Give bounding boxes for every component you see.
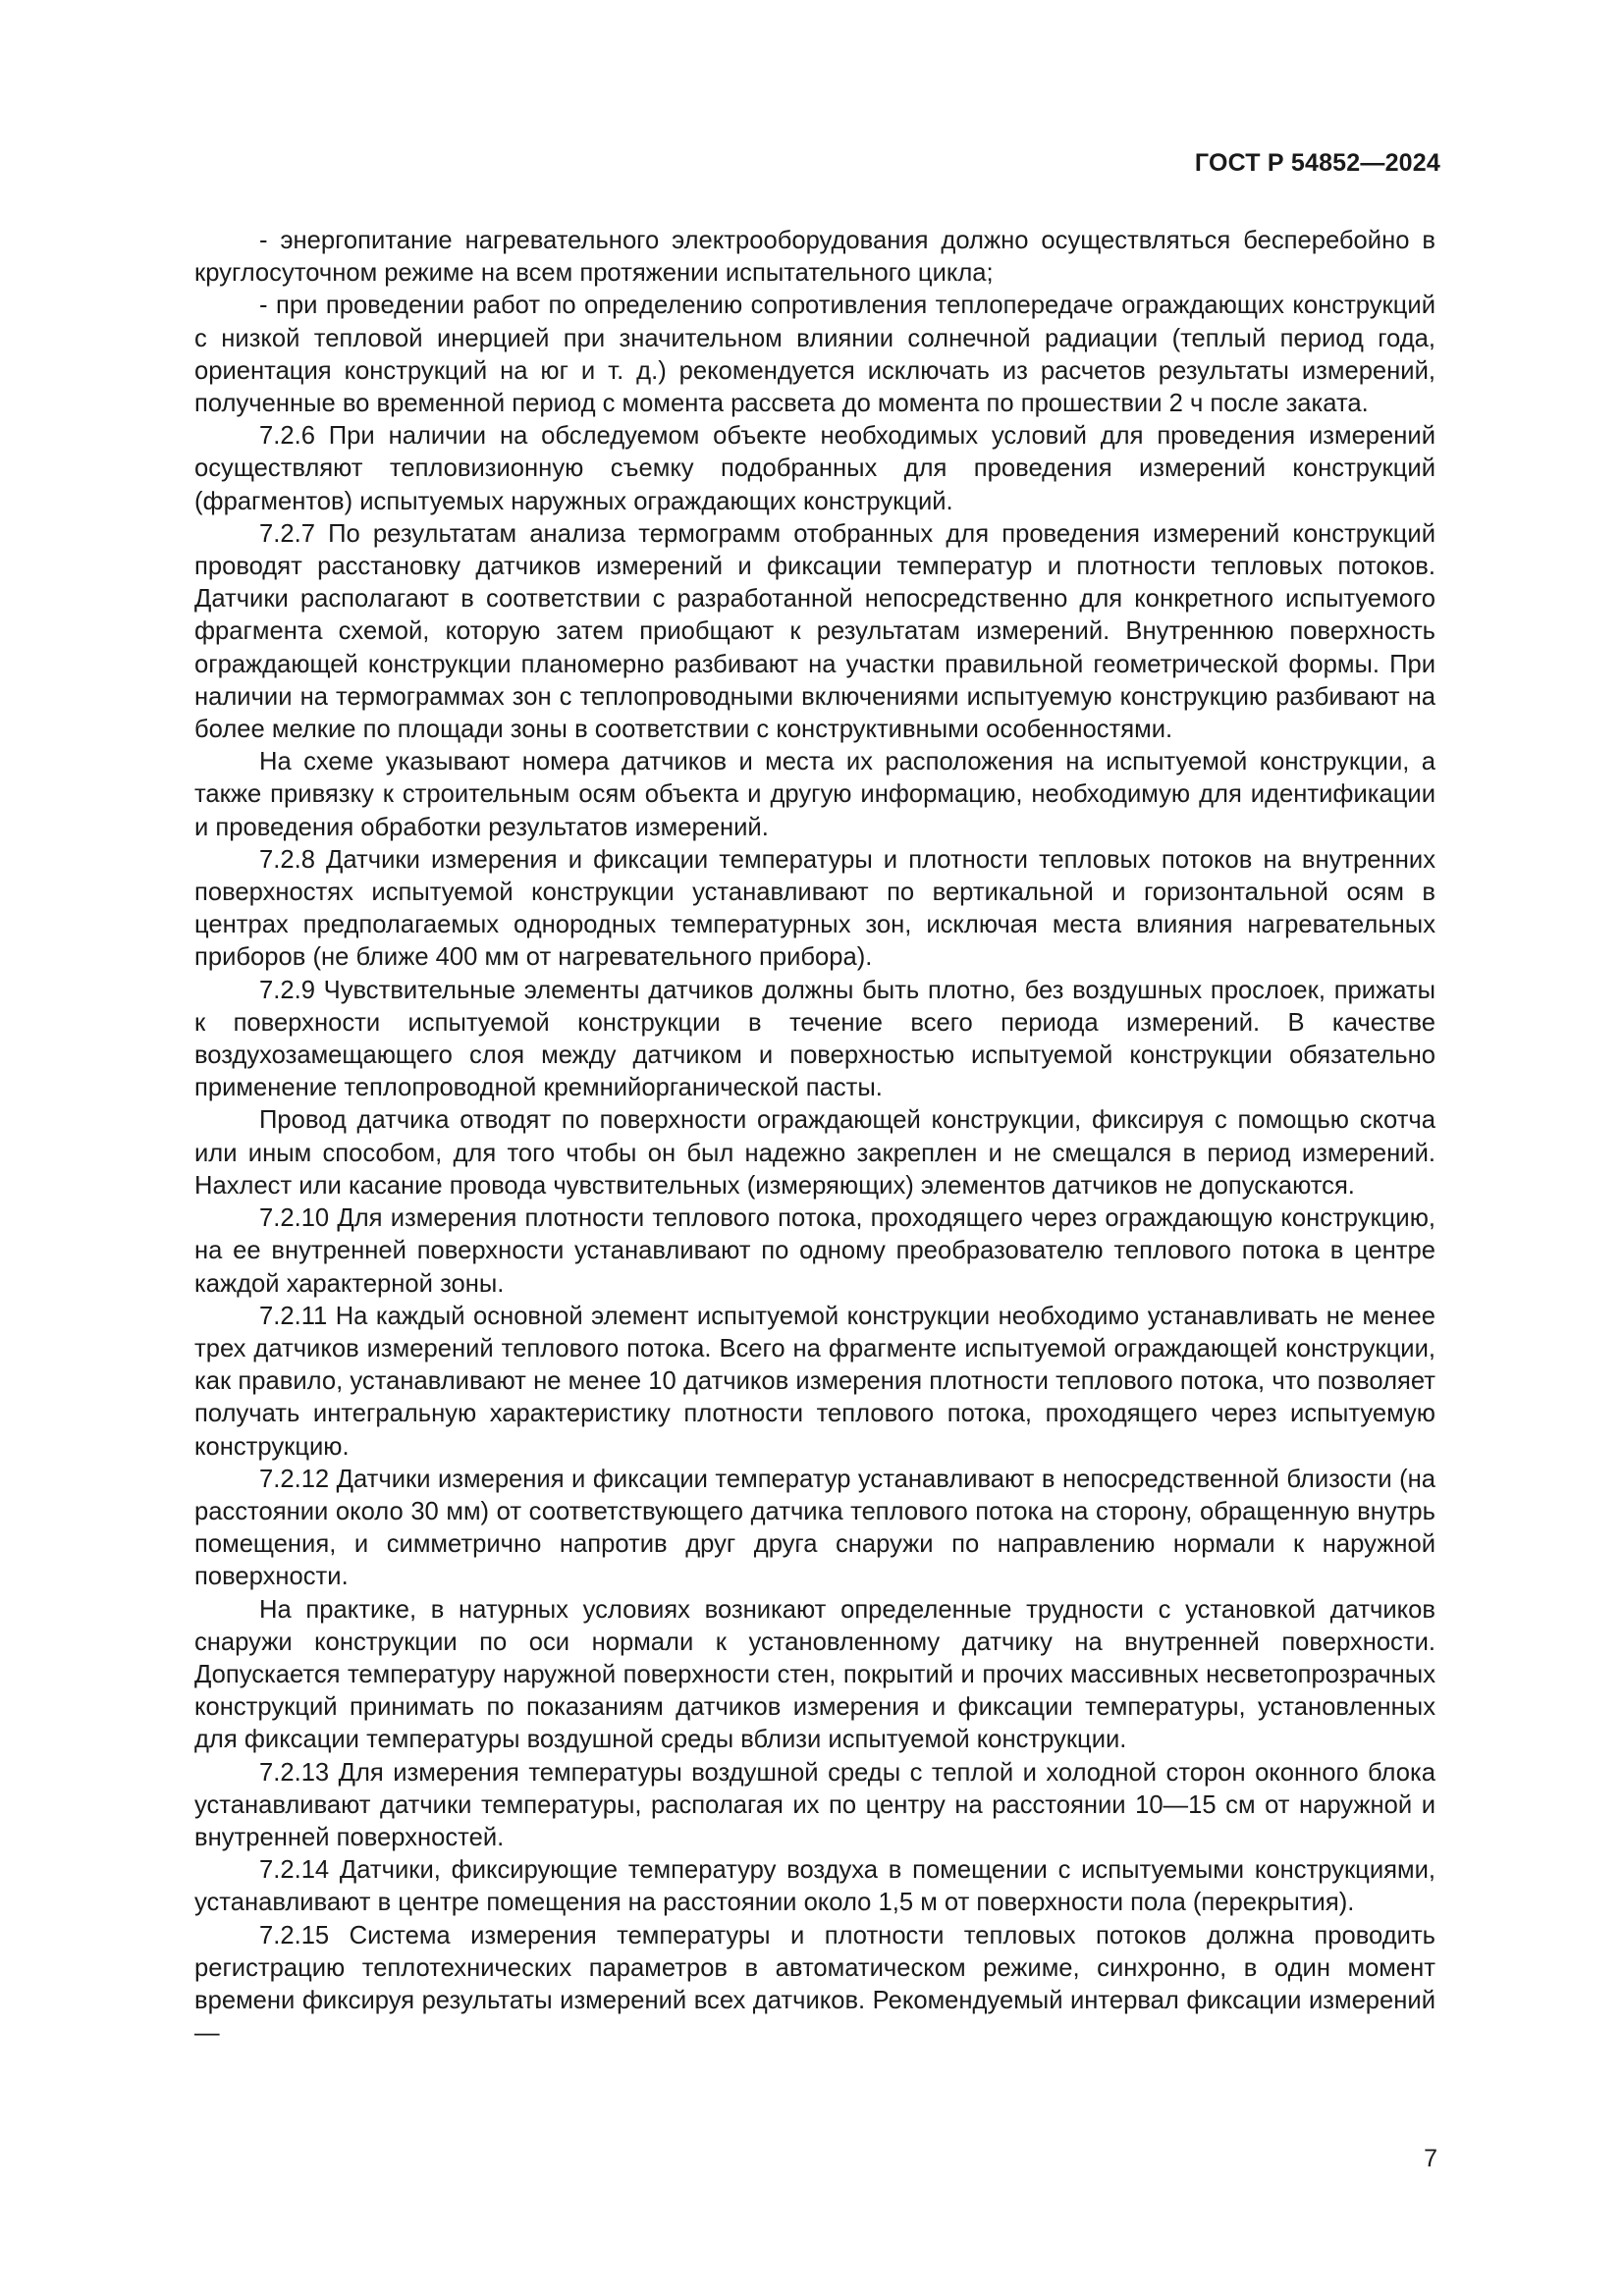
paragraph: 7.2.7 По результатам анализа термограмм отобранных для проведения измерений конструкций проводят расстановку датчиков измерений и фиксации температур и плотности тепловых потоков. Датчики располагают в соответствии с разработанной непосредственно для конкретного испытуемого фрагмента схемой, которую затем приобщают к результатам измерений. Внутреннюю поверхность ограждающей конструкции планомерно разбивают на участки правильной геометрической формы. При наличии на термограммах зон с теплопроводными включениями испытуемую конструкцию разбивают на более мелкие по площади зоны в соответствии с конструктивными особенностями. [194,519,1435,744]
paragraph: 7.2.9 Чувствительные элементы датчиков должны быть плотно, без воздушных прослоек, прижаты к поверхности испытуемой конструкции в течение всего периода измерений. В качестве воздухозамещающего слоя между датчиком и поверхностью испытуемой конструкции обязательно применение теплопроводной кремнийорганической пасты. [194,976,1435,1102]
paragraph: 7.2.15 Система измерения температуры и плотности тепловых потоков должна проводить регистрацию теплотехнических параметров в автоматическом режиме, синхронно, в один момент времени фиксируя результаты измерений всех датчиков. Рекомендуемый интервал фиксации измерений — [194,1921,1435,2048]
paragraph: 7.2.14 Датчики, фиксирующие температуру воздуха в помещении с испытуемыми конструкциями, устанавливают в центре помещения на расстоянии около 1,5 м от поверхности пола (перекрытия). [194,1856,1435,1917]
standard-id-header: ГОСТ Р 54852—2024 [1194,149,1440,177]
paragraph: - энергопитание нагревательного электрооборудования должно осуществляться бесперебойно в круглосуточном режиме на всем протяжении испытательного цикла; [194,227,1435,288]
body-text [194,225,1435,2050]
paragraph: 7.2.13 Для измерения температуры воздушной среды с теплой и холодной сторон оконного блока устанавливают датчики температуры, располагая их по центру на расстоянии 10—15 см от наружной и внутренней поверхностей. [194,1758,1435,1851]
paragraph: Провод датчика отводят по поверхности ограждающей конструкции, фиксируя с помощью скотча или иным способом, для того чтобы он был надежно закреплен и не смещался в период измерений. Нахлест или касание провода чувствительных (измеряющих) элементов датчиков не допускаются. [194,1106,1435,1200]
paragraph: - при проведении работ по определению сопротивления теплопередаче ограждающих конструкций с низкой тепловой инерцией при значительном влиянии солнечной радиации (теплый период года, ориентация конструкций на юг и т. д.) рекомендуется исключать из расчетов результаты измерений, полученные во временной период с момента рассвета до момента по прошествии 2 ч после заката. [194,292,1435,418]
paragraph: На схеме указывают номера датчиков и места их расположения на испытуемой конструкции, а также привязку к строительным осям объекта и другую информацию, необходимую для идентификации и проведения обработки результатов измерений. [194,748,1435,841]
paragraph: 7.2.12 Датчики измерения и фиксации температур устанавливают в непосредственной близости (на расстоянии около 30 мм) от соответствующего датчика теплового потока на сторону, обращенную внутрь помещения, и симметрично напротив друг друга снаружи по направлению нормали к наружной поверхности. [194,1465,1435,1591]
paragraph: На практике, в натурных условиях возникают определенные трудности с установкой датчиков снаружи конструкции по оси нормали к установленному датчику на внутренней поверхности. Допускается температуру наружной поверхности стен, покрытий и прочих массивных несветопрозрачных конструкций принимать по показаниям датчиков измерения и фиксации температуры, установленных для фиксации температуры воздушной среды вблизи испытуемой конструкции. [194,1595,1435,1754]
paragraph: 7.2.10 Для измерения плотности теплового потока, проходящего через ограждающую конструкцию, на ее внутренней поверхности устанавливают по одному преобразователю теплового потока в центре каждой характерной зоны. [194,1204,1435,1298]
paragraph: 7.2.8 Датчики измерения и фиксации температуры и плотности тепловых потоков на внутренних поверхностях испытуемой конструкции устанавливают по вертикальной и горизонтальной осям в центрах предполагаемых однородных температурных зон, исключая места влияния нагревательных приборов (не ближе 400 мм от нагревательного прибора). [194,845,1435,972]
page-number: 7 [1424,2145,1437,2172]
paragraph: 7.2.6 При наличии на обследуемом объекте необходимых условий для проведения измерений осуществляют тепловизионную съемку подобранных для проведения измерений конструкций (фрагментов) испытуемых наружных ограждающих конструкций. [194,422,1435,515]
paragraph: 7.2.11 На каждый основной элемент испытуемой конструкции необходимо устанавливать не менее трех датчиков измерений теплового потока. Всего на фрагменте испытуемой ограждающей конструкции, как правило, устанавливают не менее 10 датчиков измерения плотности теплового потока, что позволяет получать интегральную характеристику плотности теплового потока, проходящего через испытуемую конструкцию. [194,1302,1435,1461]
